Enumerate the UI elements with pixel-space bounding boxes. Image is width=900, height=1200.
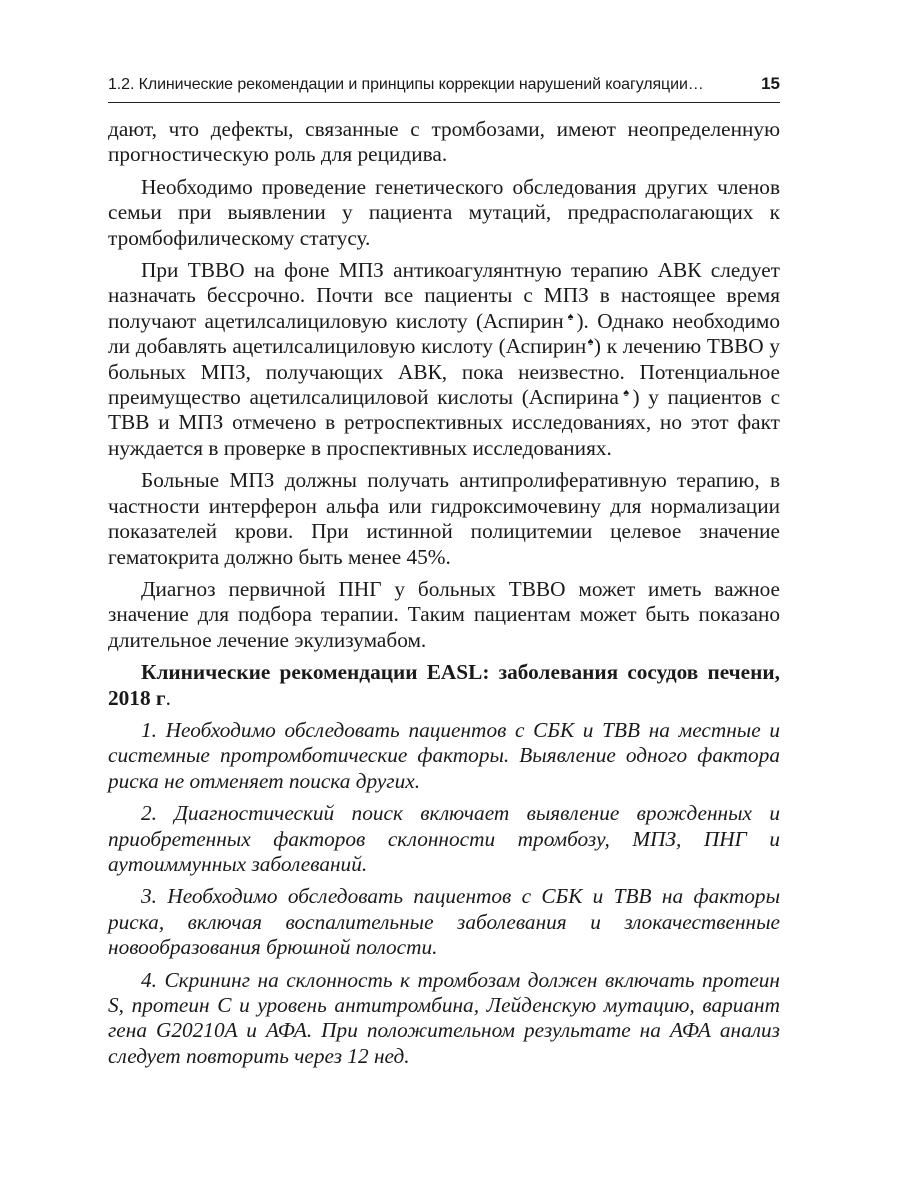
text-segment: ) у пациентов с ТВВ и МПЗ отмечено в ретроспективных исследованиях, но этот факт нуждается в проверке в проспективных исследованиях. — [108, 385, 781, 460]
paragraph-antiproliferative: Больные МПЗ должны получать антипролиферативную терапию, в частности интерферон альфа или гидроксимочевину для нормализации показателей крови. При истинной полицитемии целевое значение гематокрита должно быть менее 45%. — [108, 468, 780, 569]
text-segment: При ТВВО на фоне МПЗ антикоагулянтную терапию АВК следует назначать бессрочно. Почти все пациенты с МПЗ в настоящее время получают ацетилсалициловую кислоту (Аспирин — [108, 258, 780, 333]
recommendation-item: 2. Диагностический поиск включает выявление врожденных и приобретенных факторов склонности тромбозу, МПЗ, ПНГ и аутоиммунных заболеваний. — [108, 801, 780, 876]
recommendation-item: 4. Скрининг на склонность к тромбозам должен включать протеин S, протеин C и уровень антитромбина, Лейденскую мутацию, вариант гена G20210A и АФА. При положительном результате на АФА анализ следует повторить через 12 нед. — [108, 967, 780, 1068]
section-heading — [108, 660, 780, 711]
recommendation-item: 3. Необходимо обследовать пациентов с СБК и ТВВ на факторы риска, включая воспалительные заболевания и злокачественные новообразования брюшной полости. — [108, 884, 780, 960]
trademark-icon: ♠ — [564, 310, 577, 323]
book-page — [108, 74, 780, 1076]
main-text — [108, 117, 780, 1069]
paragraph-genetic-screening: Необходимо проведение генетического обследования других членов семьи при выявлении у пациента мутаций, предрасполагающих к тромбофилическому статусу. — [108, 174, 780, 250]
section-heading-period: . — [165, 685, 171, 710]
recommendation-item: 1. Необходимо обследовать пациентов с СБК и ТВВ на местные и системные протромботические факторы. Выявление одного фактора риска не отменяет поиска других. — [108, 717, 780, 793]
text-segment: ) к лечению ТВВО у больных МПЗ, получающих АВК, пока неизвестно. Потенциальное преимущество ацетилсалициловой кислоты (Аспирина — [108, 334, 781, 410]
trademark-icon: ♠ — [619, 386, 633, 399]
section-heading-text: Клинические рекомендации EASL: заболевания сосудов печени, 2018 г — [108, 660, 780, 710]
trademark-icon: ♠ — [587, 336, 594, 349]
page-number: 15 — [761, 74, 780, 93]
paragraph-pnh-diagnosis: Диагноз первичной ПНГ у больных ТВВО может иметь важное значение для подбора терапии. Таким пациентам может быть показано длительное лечение экулизумабом. — [108, 576, 780, 652]
chapter-title: 1.2. Клинические рекомендации и принципы коррекции нарушений коагуляции… — [108, 76, 704, 93]
paragraph-mpn-therapy — [108, 258, 780, 461]
paragraph-continuation: дают, что дефекты, связанные с тромбозами, имеют неопределенную прогностическую роль для рецидива. — [108, 117, 780, 167]
text-segment: ). Однако необходимо ли добавлять ацетилсалициловую кислоту (Аспирин — [108, 308, 780, 359]
running-header — [108, 74, 780, 103]
